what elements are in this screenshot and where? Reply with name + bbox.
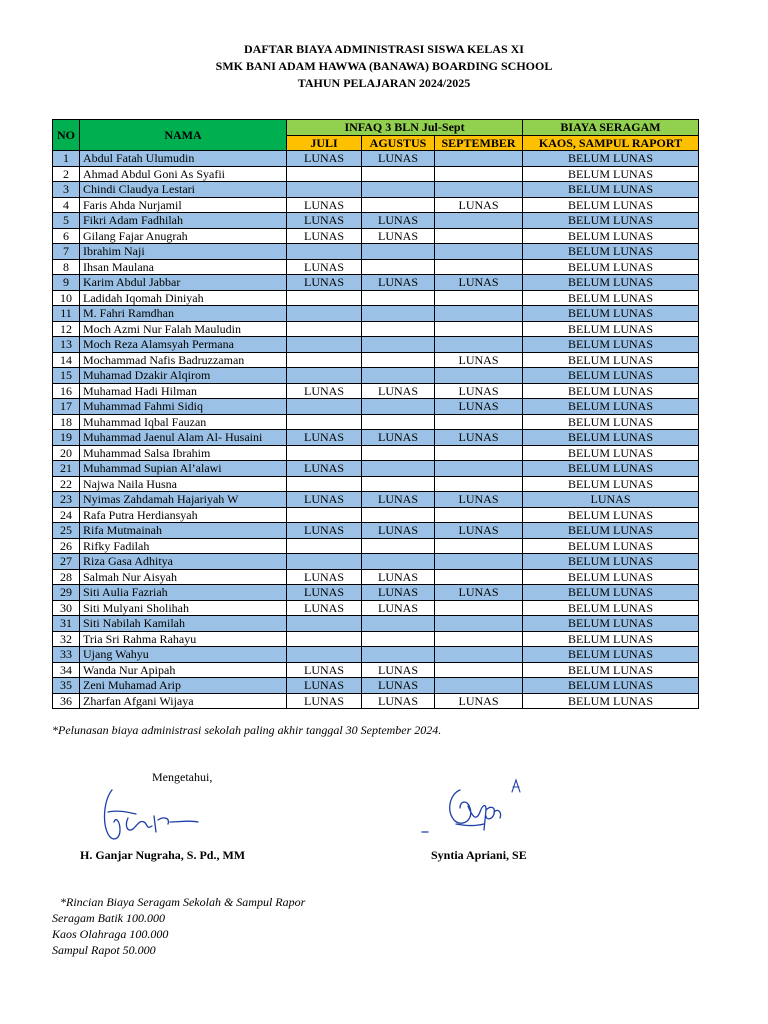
cell-seragam: BELUM LUNAS (523, 430, 699, 446)
cell-juli (287, 182, 362, 198)
cell-september (435, 631, 523, 647)
cell-seragam: BELUM LUNAS (523, 275, 699, 291)
cell-agustus: LUNAS (362, 213, 435, 229)
cell-juli (287, 321, 362, 337)
cell-september (435, 228, 523, 244)
cell-juli (287, 631, 362, 647)
cell-september (435, 507, 523, 523)
cell-name: Gilang Fajar Anugrah (80, 228, 287, 244)
cell-juli: LUNAS (287, 600, 362, 616)
cell-juli (287, 616, 362, 632)
cell-name: Muhammad Fahmi Sidiq (80, 399, 287, 415)
cell-seragam: BELUM LUNAS (523, 337, 699, 353)
cell-september (435, 259, 523, 275)
cell-agustus (362, 538, 435, 554)
cell-september: LUNAS (435, 523, 523, 539)
cell-september (435, 306, 523, 322)
cell-seragam: BELUM LUNAS (523, 507, 699, 523)
cell-no: 3 (53, 182, 80, 198)
header-infaq: INFAQ 3 BLN Jul-Sept (287, 120, 523, 136)
cell-seragam: BELUM LUNAS (523, 414, 699, 430)
cell-no: 32 (53, 631, 80, 647)
header-seragam: BIAYA SERAGAM (523, 120, 699, 136)
table-row (53, 399, 699, 415)
title-line-2: SMK BANI ADAM HAWWA (BANAWA) BOARDING SCHOOL (215, 59, 553, 73)
header-juli: JULI (287, 135, 362, 151)
signer-right-name: Syntia Apriani, SE (431, 848, 527, 862)
cell-no: 20 (53, 445, 80, 461)
cell-no: 28 (53, 569, 80, 585)
cell-no: 10 (53, 290, 80, 306)
cell-name: Salmah Nur Aisyah (80, 569, 287, 585)
cell-name: Muhamad Hadi Hilman (80, 383, 287, 399)
cell-juli: LUNAS (287, 213, 362, 229)
cell-agustus: LUNAS (362, 523, 435, 539)
rincian-title: *Rincian Biaya Seragam Sekolah & Sampul Rapor (60, 895, 306, 909)
cell-agustus: LUNAS (362, 151, 435, 167)
cell-agustus: LUNAS (362, 662, 435, 678)
cell-no: 14 (53, 352, 80, 368)
cell-no: 21 (53, 461, 80, 477)
table-row (53, 244, 699, 260)
cell-seragam: BELUM LUNAS (523, 647, 699, 663)
cell-agustus (362, 507, 435, 523)
cell-no: 4 (53, 197, 80, 213)
table-row (53, 197, 699, 213)
cell-seragam: LUNAS (523, 492, 699, 508)
cell-seragam: BELUM LUNAS (523, 306, 699, 322)
header-nama: NAMA (80, 120, 287, 151)
cell-juli (287, 538, 362, 554)
cell-september (435, 182, 523, 198)
cell-name: Rifky Fadilah (80, 538, 287, 554)
cell-name: Zharfan Afgani Wijaya (80, 693, 287, 709)
cell-no: 18 (53, 414, 80, 430)
cell-juli: LUNAS (287, 585, 362, 601)
cell-no: 7 (53, 244, 80, 260)
cell-name: Ladidah Iqomah Diniyah (80, 290, 287, 306)
cell-name: Muhamad Dzakir Alqirom (80, 368, 287, 384)
cell-no: 34 (53, 662, 80, 678)
cell-juli (287, 647, 362, 663)
cell-agustus: LUNAS (362, 383, 435, 399)
cell-juli: LUNAS (287, 678, 362, 694)
cell-juli: LUNAS (287, 430, 362, 446)
cell-juli (287, 306, 362, 322)
cell-september (435, 476, 523, 492)
cell-seragam: BELUM LUNAS (523, 399, 699, 415)
signature-left-image (98, 782, 202, 848)
cell-september (435, 554, 523, 570)
cell-september (435, 414, 523, 430)
cell-agustus (362, 244, 435, 260)
cell-september: LUNAS (435, 693, 523, 709)
cell-name: Riza Gasa Adhitya (80, 554, 287, 570)
cell-agustus (362, 321, 435, 337)
cell-agustus (362, 166, 435, 182)
cell-agustus (362, 414, 435, 430)
cell-name: M. Fahri Ramdhan (80, 306, 287, 322)
cell-september (435, 244, 523, 260)
cell-no: 35 (53, 678, 80, 694)
table-row (53, 662, 699, 678)
cell-seragam: BELUM LUNAS (523, 321, 699, 337)
table-row (53, 554, 699, 570)
cell-juli (287, 414, 362, 430)
table-row (53, 414, 699, 430)
cell-september: LUNAS (435, 275, 523, 291)
rincian-item: Seragam Batik 100.000 (52, 911, 165, 925)
table-row (53, 538, 699, 554)
table-row (53, 600, 699, 616)
cell-juli: LUNAS (287, 693, 362, 709)
cell-juli (287, 368, 362, 384)
cell-juli: LUNAS (287, 228, 362, 244)
cell-no: 6 (53, 228, 80, 244)
cell-no: 12 (53, 321, 80, 337)
table-row (53, 430, 699, 446)
table-row (53, 368, 699, 384)
cell-agustus: LUNAS (362, 569, 435, 585)
cell-seragam: BELUM LUNAS (523, 693, 699, 709)
cell-september (435, 569, 523, 585)
header-september: SEPTEMBER (435, 135, 523, 151)
cell-september: LUNAS (435, 430, 523, 446)
cell-juli (287, 244, 362, 260)
cell-seragam: BELUM LUNAS (523, 554, 699, 570)
cell-agustus (362, 197, 435, 213)
table-row (53, 445, 699, 461)
table-row (53, 259, 699, 275)
cell-agustus: LUNAS (362, 600, 435, 616)
cell-name: Ahmad Abdul Goni As Syafii (80, 166, 287, 182)
cell-name: Ibrahim Naji (80, 244, 287, 260)
cell-agustus (362, 445, 435, 461)
cell-no: 2 (53, 166, 80, 182)
uniform-cost-details (52, 894, 305, 958)
cell-september (435, 538, 523, 554)
cell-agustus (362, 352, 435, 368)
cell-juli (287, 507, 362, 523)
cell-september (435, 290, 523, 306)
table-row (53, 166, 699, 182)
table-row (53, 337, 699, 353)
cell-seragam: BELUM LUNAS (523, 631, 699, 647)
table-row (53, 507, 699, 523)
cell-no: 5 (53, 213, 80, 229)
table-row (53, 290, 699, 306)
cell-seragam: BELUM LUNAS (523, 523, 699, 539)
cell-seragam: BELUM LUNAS (523, 678, 699, 694)
cell-name: Ujang Wahyu (80, 647, 287, 663)
cell-september: LUNAS (435, 399, 523, 415)
cell-seragam: BELUM LUNAS (523, 352, 699, 368)
cell-name: Ihsan Maulana (80, 259, 287, 275)
cell-name: Fikri Adam Fadhilah (80, 213, 287, 229)
cell-no: 27 (53, 554, 80, 570)
cell-seragam: BELUM LUNAS (523, 569, 699, 585)
cell-juli: LUNAS (287, 383, 362, 399)
cell-no: 15 (53, 368, 80, 384)
cell-name: Nyimas Zahdamah Hajariyah W (80, 492, 287, 508)
cell-agustus (362, 368, 435, 384)
cell-no: 36 (53, 693, 80, 709)
cell-agustus (362, 399, 435, 415)
cell-juli (287, 476, 362, 492)
title-line-1: DAFTAR BIAYA ADMINISTRASI SISWA KELAS XI (244, 42, 524, 56)
cell-juli (287, 445, 362, 461)
cell-name: Rifa Mutmainah (80, 523, 287, 539)
cell-seragam: BELUM LUNAS (523, 259, 699, 275)
table-row (53, 461, 699, 477)
table-row (53, 151, 699, 167)
cell-no: 9 (53, 275, 80, 291)
cell-september (435, 600, 523, 616)
cell-name: Muhammad Jaenul Alam Al- Husaini (80, 430, 287, 446)
cell-september (435, 213, 523, 229)
cell-seragam: BELUM LUNAS (523, 197, 699, 213)
cell-no: 17 (53, 399, 80, 415)
cell-seragam: BELUM LUNAS (523, 244, 699, 260)
cell-agustus (362, 306, 435, 322)
table-row (53, 569, 699, 585)
cell-agustus: LUNAS (362, 693, 435, 709)
cell-juli (287, 399, 362, 415)
table-row (53, 616, 699, 632)
cell-agustus: LUNAS (362, 228, 435, 244)
cell-september (435, 166, 523, 182)
cell-seragam: BELUM LUNAS (523, 151, 699, 167)
cell-seragam: BELUM LUNAS (523, 445, 699, 461)
cell-name: Zeni Muhamad Arip (80, 678, 287, 694)
cell-name: Siti Nabilah Kamilah (80, 616, 287, 632)
cell-name: Muhammad Salsa Ibrahim (80, 445, 287, 461)
cell-september (435, 337, 523, 353)
document-title (0, 41, 768, 92)
cell-name: Moch Azmi Nur Falah Mauludin (80, 321, 287, 337)
cell-seragam: BELUM LUNAS (523, 166, 699, 182)
cell-seragam: BELUM LUNAS (523, 228, 699, 244)
cell-no: 30 (53, 600, 80, 616)
cell-juli (287, 290, 362, 306)
cell-juli: LUNAS (287, 197, 362, 213)
cell-seragam: BELUM LUNAS (523, 476, 699, 492)
cell-september (435, 445, 523, 461)
cell-agustus (362, 182, 435, 198)
cell-name: Faris Ahda Nurjamil (80, 197, 287, 213)
table-row (53, 693, 699, 709)
cell-name: Rafa Putra Herdiansyah (80, 507, 287, 523)
cell-september: LUNAS (435, 352, 523, 368)
cell-seragam: BELUM LUNAS (523, 585, 699, 601)
cell-juli: LUNAS (287, 275, 362, 291)
cell-no: 29 (53, 585, 80, 601)
cell-agustus: LUNAS (362, 275, 435, 291)
cell-agustus: LUNAS (362, 678, 435, 694)
cell-name: Siti Mulyani Sholihah (80, 600, 287, 616)
cell-name: Wanda Nur Apipah (80, 662, 287, 678)
cell-seragam: BELUM LUNAS (523, 600, 699, 616)
cell-juli (287, 337, 362, 353)
cell-september (435, 461, 523, 477)
signature-right-image (420, 776, 530, 836)
table-row (53, 476, 699, 492)
table-row (53, 383, 699, 399)
cell-september: LUNAS (435, 492, 523, 508)
cell-seragam: BELUM LUNAS (523, 538, 699, 554)
cell-no: 11 (53, 306, 80, 322)
cell-seragam: BELUM LUNAS (523, 662, 699, 678)
cell-name: Najwa Naila Husna (80, 476, 287, 492)
cell-agustus (362, 647, 435, 663)
cell-seragam: BELUM LUNAS (523, 368, 699, 384)
payment-table (52, 119, 699, 709)
cell-september (435, 647, 523, 663)
header-seragam-sub: KAOS, SAMPUL RAPORT (523, 135, 699, 151)
cell-name: Karim Abdul Jabbar (80, 275, 287, 291)
cell-september: LUNAS (435, 585, 523, 601)
cell-agustus (362, 631, 435, 647)
cell-juli (287, 554, 362, 570)
cell-seragam: BELUM LUNAS (523, 182, 699, 198)
table-row (53, 352, 699, 368)
table-row (53, 523, 699, 539)
cell-seragam: BELUM LUNAS (523, 290, 699, 306)
cell-agustus (362, 616, 435, 632)
cell-agustus: LUNAS (362, 585, 435, 601)
table-body (53, 151, 699, 709)
table-row (53, 492, 699, 508)
table-row (53, 228, 699, 244)
header-agustus: AGUSTUS (362, 135, 435, 151)
acknowledged-label: Mengetahui, (152, 770, 213, 784)
cell-no: 22 (53, 476, 80, 492)
cell-september: LUNAS (435, 197, 523, 213)
cell-name: Muhammad Iqbal Fauzan (80, 414, 287, 430)
title-line-3: TAHUN PELAJARAN 2024/2025 (297, 76, 471, 90)
cell-juli: LUNAS (287, 662, 362, 678)
cell-name: Muhammad Supian Al’alawi (80, 461, 287, 477)
cell-juli (287, 166, 362, 182)
cell-juli: LUNAS (287, 151, 362, 167)
cell-name: Siti Aulia Fazriah (80, 585, 287, 601)
cell-seragam: BELUM LUNAS (523, 213, 699, 229)
cell-juli: LUNAS (287, 259, 362, 275)
cell-no: 26 (53, 538, 80, 554)
cell-no: 13 (53, 337, 80, 353)
cell-september (435, 616, 523, 632)
cell-juli: LUNAS (287, 461, 362, 477)
cell-agustus: LUNAS (362, 492, 435, 508)
cell-no: 8 (53, 259, 80, 275)
cell-agustus (362, 461, 435, 477)
cell-name: Mochammad Nafis Badruzzaman (80, 352, 287, 368)
cell-agustus: LUNAS (362, 430, 435, 446)
table-row (53, 647, 699, 663)
cell-name: Chindi Claudya Lestari (80, 182, 287, 198)
cell-no: 23 (53, 492, 80, 508)
cell-agustus (362, 290, 435, 306)
table-row (53, 321, 699, 337)
cell-september (435, 321, 523, 337)
cell-name: Moch Reza Alamsyah Permana (80, 337, 287, 353)
cell-no: 16 (53, 383, 80, 399)
cell-no: 31 (53, 616, 80, 632)
cell-no: 25 (53, 523, 80, 539)
cell-agustus (362, 259, 435, 275)
cell-no: 33 (53, 647, 80, 663)
cell-name: Abdul Fatah Ulumudin (80, 151, 287, 167)
rincian-item: Sampul Rapot 50.000 (52, 943, 156, 957)
cell-september (435, 151, 523, 167)
cell-seragam: BELUM LUNAS (523, 616, 699, 632)
rincian-item: Kaos Olahraga 100.000 (52, 927, 169, 941)
cell-agustus (362, 337, 435, 353)
cell-no: 19 (53, 430, 80, 446)
deadline-note: *Pelunasan biaya administrasi sekolah paling akhir tanggal 30 September 2024. (52, 723, 442, 737)
cell-september (435, 662, 523, 678)
cell-seragam: BELUM LUNAS (523, 461, 699, 477)
table-row (53, 631, 699, 647)
cell-agustus (362, 554, 435, 570)
cell-juli: LUNAS (287, 523, 362, 539)
cell-no: 1 (53, 151, 80, 167)
signer-left-name: H. Ganjar Nugraha, S. Pd., MM (80, 848, 246, 862)
cell-september (435, 678, 523, 694)
table-row (53, 182, 699, 198)
cell-juli: LUNAS (287, 492, 362, 508)
table-row (53, 585, 699, 601)
cell-no: 24 (53, 507, 80, 523)
table-row (53, 306, 699, 322)
cell-juli: LUNAS (287, 569, 362, 585)
cell-name: Tria Sri Rahma Rahayu (80, 631, 287, 647)
cell-agustus (362, 476, 435, 492)
cell-september (435, 368, 523, 384)
table-row (53, 275, 699, 291)
table-row (53, 213, 699, 229)
cell-juli (287, 352, 362, 368)
table-row (53, 678, 699, 694)
cell-september: LUNAS (435, 383, 523, 399)
cell-seragam: BELUM LUNAS (523, 383, 699, 399)
header-no: NO (53, 120, 80, 151)
